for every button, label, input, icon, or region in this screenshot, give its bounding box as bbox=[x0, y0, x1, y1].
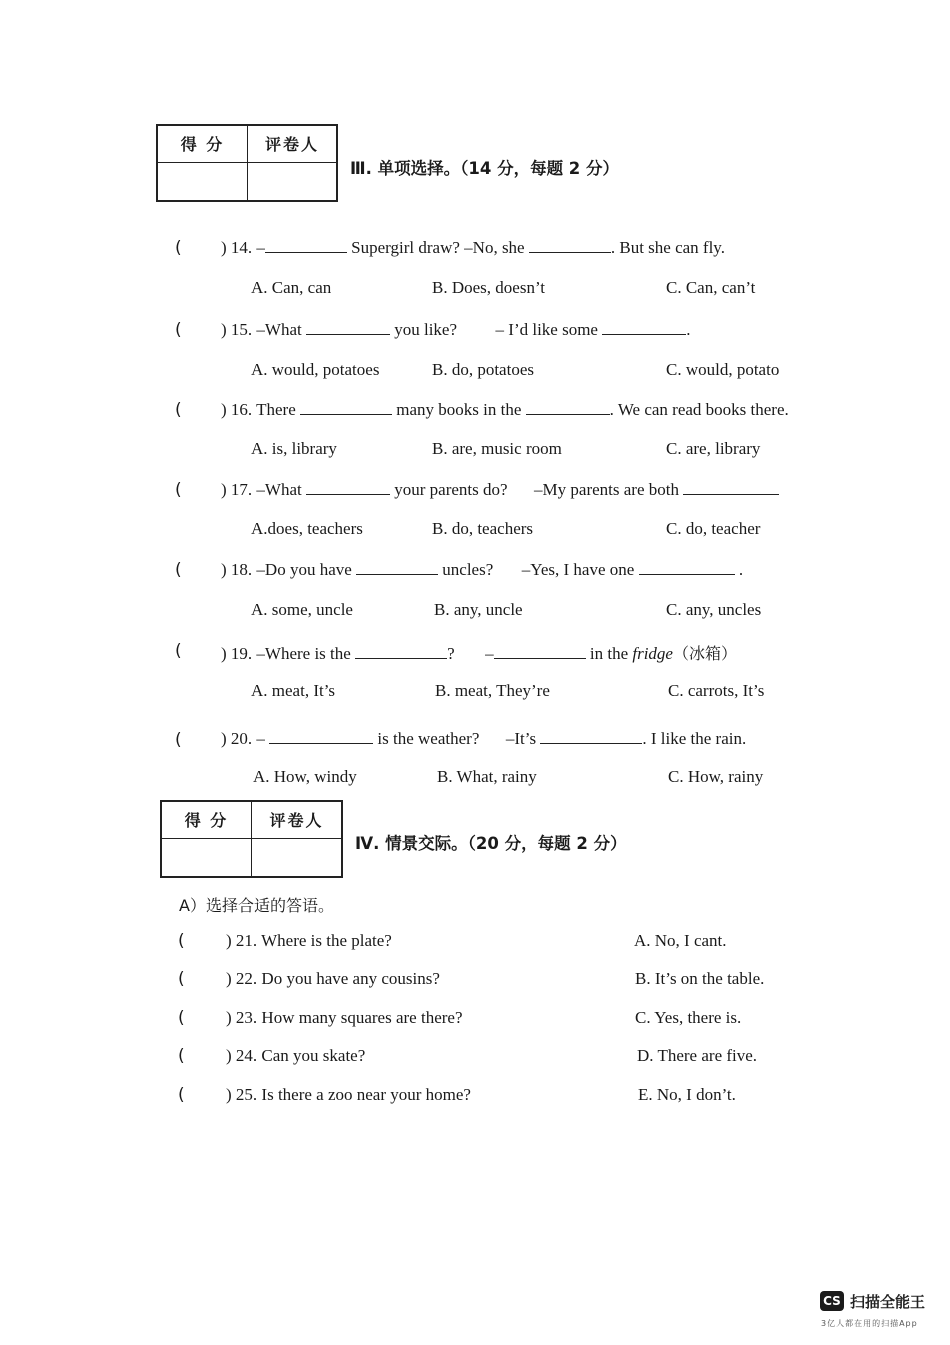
score-label: 得 分 bbox=[161, 801, 252, 838]
option-c: C. would, potato bbox=[666, 360, 780, 379]
grader-label: 评卷人 bbox=[252, 801, 343, 838]
option-c: C. carrots, It’s bbox=[668, 681, 765, 700]
question-24: ) 24. Can you skate? bbox=[226, 1046, 366, 1065]
option-a: A. is, library bbox=[251, 439, 337, 458]
blank[interactable] bbox=[494, 644, 586, 659]
question-21: ) 21. Where is the plate? bbox=[226, 931, 392, 950]
option-b: B. What, rainy bbox=[437, 767, 537, 786]
answer-paren[interactable]: ( bbox=[178, 1046, 185, 1066]
answer-paren[interactable]: ( bbox=[178, 969, 185, 989]
question-17: ) 17. –What your parents do? –My parents are both bbox=[221, 480, 779, 500]
question-22: ) 22. Do you have any cousins? bbox=[226, 969, 440, 988]
blank[interactable] bbox=[683, 480, 779, 495]
blank[interactable] bbox=[355, 644, 447, 659]
score-table-section4 bbox=[160, 800, 343, 878]
option-a: A. some, uncle bbox=[251, 600, 353, 619]
score-table-section3 bbox=[156, 124, 338, 202]
option-c: C. How, rainy bbox=[668, 767, 764, 786]
question-15: ) 15. –What you like? – I’d like some . bbox=[221, 320, 691, 339]
grader-cell[interactable] bbox=[248, 162, 338, 201]
blank[interactable] bbox=[300, 400, 392, 415]
question-18: ) 18. –Do you have uncles? –Yes, I have one . bbox=[221, 560, 744, 579]
question-20: ) 20. – is the weather? –It’s . I like the rain. bbox=[221, 729, 747, 748]
blank[interactable] bbox=[529, 238, 611, 253]
answer-paren[interactable]: ( bbox=[178, 1085, 185, 1105]
option-c: C. do, teacher bbox=[666, 519, 761, 538]
answer-paren[interactable]: ( bbox=[175, 400, 182, 420]
watermark-name: 扫描全能王 bbox=[850, 1293, 926, 1311]
option-c: C. are, library bbox=[666, 439, 761, 458]
section4-title: Ⅳ. 情景交际。（20 分，每题 2 分） bbox=[355, 834, 627, 853]
option-a: A. meat, It’s bbox=[251, 681, 336, 700]
option-b: B. are, music room bbox=[432, 439, 562, 458]
answer-paren[interactable]: ( bbox=[175, 560, 182, 580]
option-b: B. any, uncle bbox=[434, 600, 523, 619]
option-a: A. How, windy bbox=[253, 767, 357, 786]
question-25: ) 25. Is there a zoo near your home? bbox=[226, 1085, 471, 1104]
answer-paren[interactable]: ( bbox=[175, 238, 182, 258]
part-a-title: A）选择合适的答语。 bbox=[179, 896, 334, 915]
blank[interactable] bbox=[356, 560, 438, 575]
answer-paren[interactable]: ( bbox=[178, 931, 185, 951]
blank[interactable] bbox=[306, 320, 390, 335]
question-23: ) 23. How many squares are there? bbox=[226, 1008, 463, 1027]
watermark-tagline: 3亿人都在用的扫描App bbox=[821, 1319, 918, 1328]
answer-paren[interactable]: ( bbox=[175, 480, 182, 500]
option-a: A. would, potatoes bbox=[251, 360, 380, 379]
blank[interactable] bbox=[639, 560, 735, 575]
blank[interactable] bbox=[306, 480, 390, 495]
score-cell[interactable] bbox=[157, 162, 248, 201]
question-19: ) 19. –Where is the ? – in the fridge（冰箱） bbox=[221, 644, 737, 663]
answer-paren[interactable]: ( bbox=[178, 1008, 185, 1028]
grader-label: 评卷人 bbox=[248, 125, 338, 162]
option-a: A. Can, can bbox=[251, 278, 332, 297]
blank[interactable] bbox=[269, 729, 373, 744]
answer-paren[interactable]: ( bbox=[175, 641, 182, 661]
option-c: C. any, uncles bbox=[666, 600, 762, 619]
blank[interactable] bbox=[602, 320, 686, 335]
answer-option: B. It’s on the table. bbox=[635, 969, 765, 988]
blank[interactable] bbox=[540, 729, 642, 744]
option-b: B. meat, They’re bbox=[435, 681, 550, 700]
blank[interactable] bbox=[526, 400, 610, 415]
question-14: ) 14. – Supergirl draw? –No, she . But she can fly. bbox=[221, 238, 725, 257]
section3-title: Ⅲ. 单项选择。（14 分，每题 2 分） bbox=[350, 159, 620, 178]
option-c: C. Can, can’t bbox=[666, 278, 756, 297]
score-cell[interactable] bbox=[161, 838, 252, 877]
answer-option: D. There are five. bbox=[637, 1046, 758, 1065]
answer-option: A. No, I cant. bbox=[634, 931, 727, 950]
option-b: B. do, teachers bbox=[432, 519, 534, 538]
answer-option: C. Yes, there is. bbox=[635, 1008, 742, 1027]
answer-paren[interactable]: ( bbox=[175, 730, 182, 750]
answer-paren[interactable]: ( bbox=[175, 320, 182, 340]
option-a: A.does, teachers bbox=[251, 519, 363, 538]
option-b: B. Does, doesn’t bbox=[432, 278, 546, 297]
blank[interactable] bbox=[265, 238, 347, 253]
question-16: ) 16. There many books in the . We can read books there. bbox=[221, 400, 789, 419]
option-b: B. do, potatoes bbox=[432, 360, 534, 379]
answer-option: E. No, I don’t. bbox=[638, 1085, 736, 1104]
score-label: 得 分 bbox=[157, 125, 248, 162]
camscanner-logo-icon: CS bbox=[820, 1291, 844, 1311]
grader-cell[interactable] bbox=[252, 838, 343, 877]
